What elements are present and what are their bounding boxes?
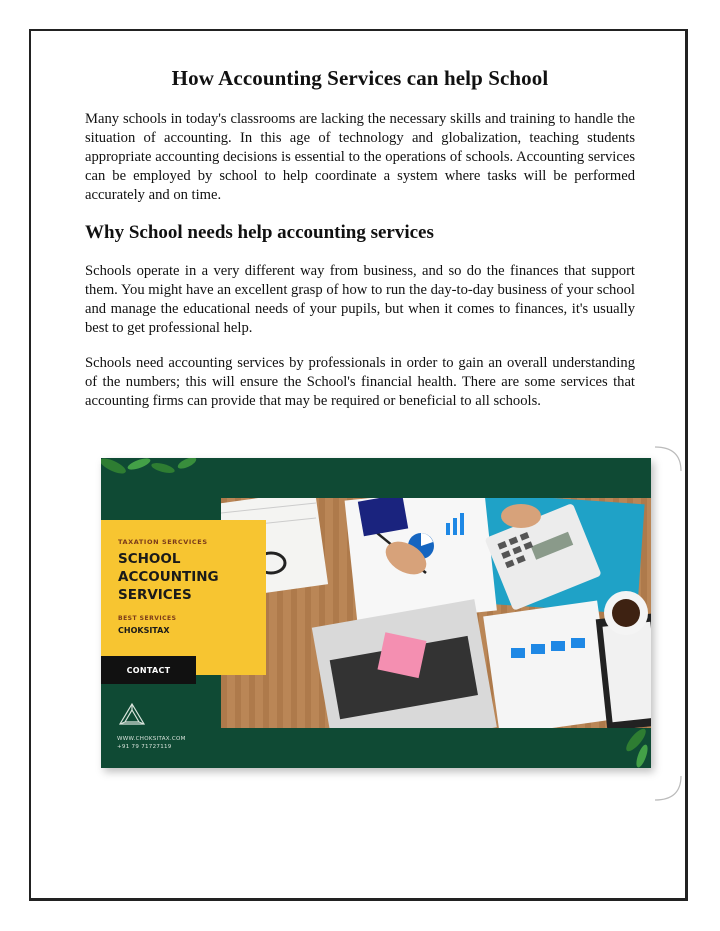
section-heading: Why School needs help accounting services — [85, 222, 434, 243]
promo-title — [118, 550, 258, 604]
desk-illustration — [221, 498, 651, 728]
contact-button[interactable]: CONTACT — [101, 656, 196, 684]
document-title: How Accounting Services can help School — [171, 66, 549, 90]
section-paragraph: Schools need accounting services by professionals in order to gain an overall understanding of the numbers; this will ensure the School's financial health. There are some services that accounting firms can provide that may be required or beneficial to all schools. — [85, 355, 635, 409]
leaf-icon — [101, 458, 211, 498]
promo-kicker: TAXATION SERCVICES — [118, 538, 208, 546]
recycle-logo-icon — [117, 702, 147, 730]
promo-title-line: ACCOUNTING — [118, 569, 219, 585]
promo-brand: CHOKSITAX — [118, 626, 170, 635]
section-paragraph: Schools operate in a very different way from business, and so do the finances that support them. You might have an excellent grasp of how to run the day-to-day business of your school and manage the educational needs of your pupils, but when it comes to finances, it's usually best to get professional help. — [85, 263, 635, 336]
promo-title-line: SCHOOL — [118, 551, 181, 567]
promo-subtitle: BEST SERVICES — [118, 615, 177, 622]
contact-info — [117, 735, 186, 751]
corner-curve-top — [655, 445, 685, 475]
website-text: WWW.CHOKSITAX.COM — [117, 736, 186, 742]
promo-banner — [101, 458, 651, 768]
promo-title-line: SERVICES — [118, 587, 192, 603]
intro-paragraph: Many schools in today's classrooms are lacking the necessary skills and training to handle the situation of accounting. In this age of technology and globalization, teaching students appropriate accounting decisions is essential to the operations of schools. Accounting services can be employed by school to help coordinate a system where tasks will be performed accurately and on time. — [85, 111, 635, 203]
phone-text: +91 79 71727119 — [117, 744, 172, 750]
desk-photo — [221, 498, 651, 728]
corner-curve-bottom — [655, 772, 685, 802]
